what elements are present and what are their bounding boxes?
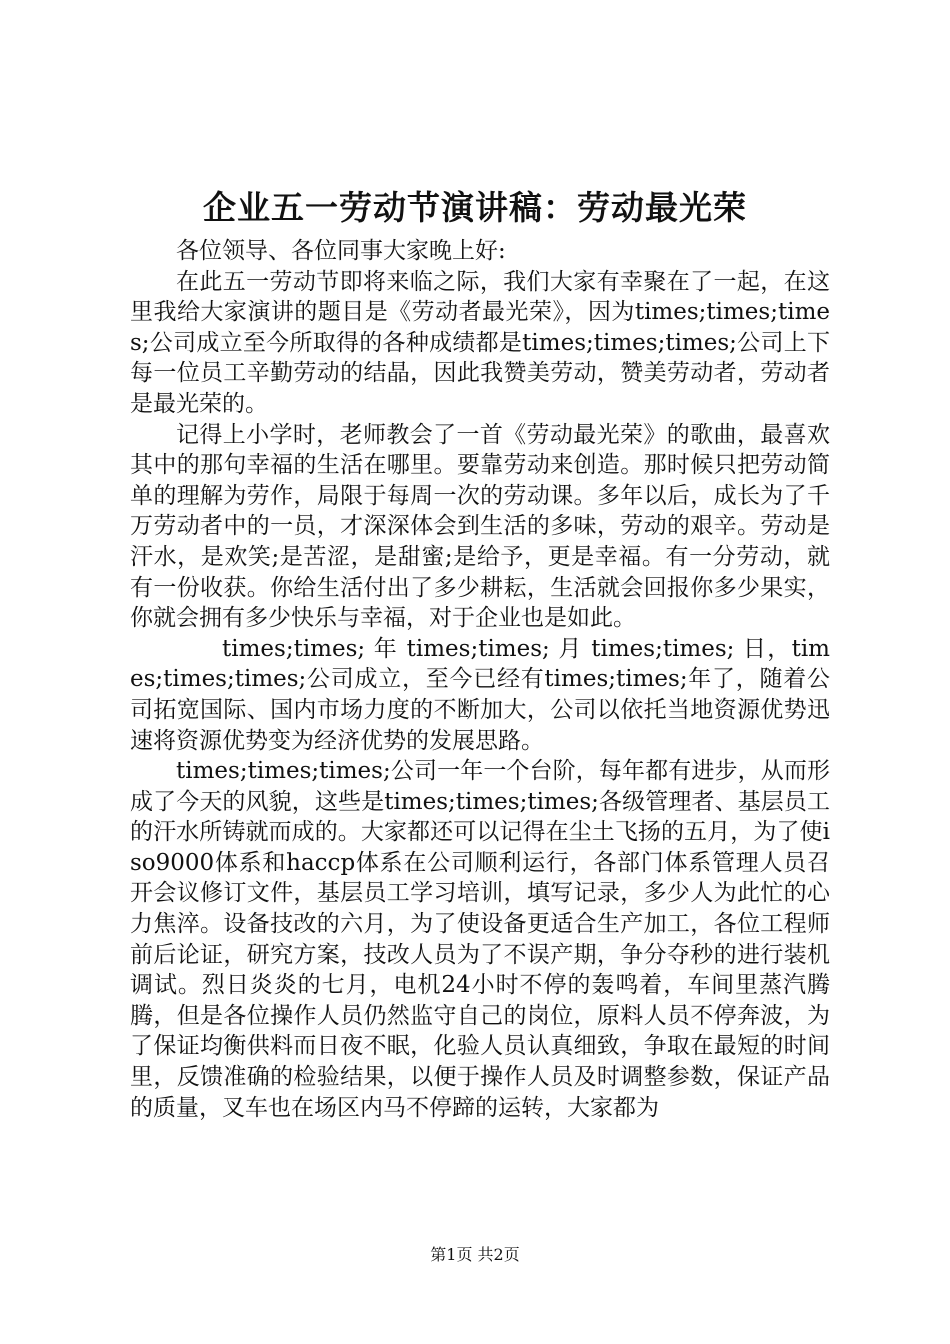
paragraph-greeting: 各位领导、各位同事大家晚上好: [176,238,506,264]
document-body [130,236,830,1123]
paragraph: 记得上小学时，老师教会了一首《劳动最光荣》的歌曲，最喜欢其中的那句幸福的生活在哪里。要靠劳动来创造。那时候只把劳动简单的理解为劳作，局限于每周一次的劳动课。多年以后，成长为了千万劳动者中的一员，才深深体会到生活的多味，劳动的艰辛。劳动是汗水，是欢笑;是苦涩，是甜蜜;是给予，更是幸福。有一分劳动，就有一份收获。你给生活付出了多少耕耘，生活就会回报你多少果实，你就会拥有多少快乐与幸福，对于企业也是如此。 [130,421,830,632]
page-number-footer: 第1页 共2页 [430,1245,520,1264]
paragraph: 在此五一劳动节即将来临之际，我们大家有幸聚在了一起，在这里我给大家演讲的题目是《劳动者最光荣》，因为times;times;times;公司成立至今所取得的各种成绩都是times;times;times;公司上下每一位员工辛勤劳动的结晶，因此我赞美劳动，赞美劳动者，劳动者是最光荣的。 [130,268,830,417]
document-title: 企业五一劳动节演讲稿：劳动最光荣 [203,188,747,227]
paragraph: times;times; 年 times;times; 月 times;times; 日，times;times;times;公司成立，至今已经有times;times;年了，随着公司拓宽国际、国内市场力度的不断加大，公司以依托当地资源优势迅速将资源优势变为经济优势的发展思路。 [130,635,830,754]
paragraph: times;times;times;公司一年一个台阶，每年都有进步，从而形成了今天的风貌，这些是times;times;times;各级管理者、基层员工的汗水所铸就而成的。大家都还可以记得在尘土飞扬的五月，为了使iso9000体系和haccp体系在公司顺利运行，各部门体系管理人员召开会议修订文件，基层员工学习培训，填写记录，多少人为此忙的心力焦淬。设备技改的六月，为了使设备更适合生产加工，各位工程师前后论证，研究方案，技改人员为了不误产期，争分夺秒的进行装机调试。烈日炎炎的七月，电机24小时不停的轰鸣着，车间里蒸汽腾腾，但是各位操作人员仍然监守自己的岗位，原料人员不停奔波，为了保证均衡供料而日夜不眠，化验人员认真细致，争取在最短的时间里，反馈准确的检验结果，以便于操作人员及时调整参数，保证产品的质量，叉车也在场区内马不停蹄的运转，大家都为 [130,758,830,1121]
